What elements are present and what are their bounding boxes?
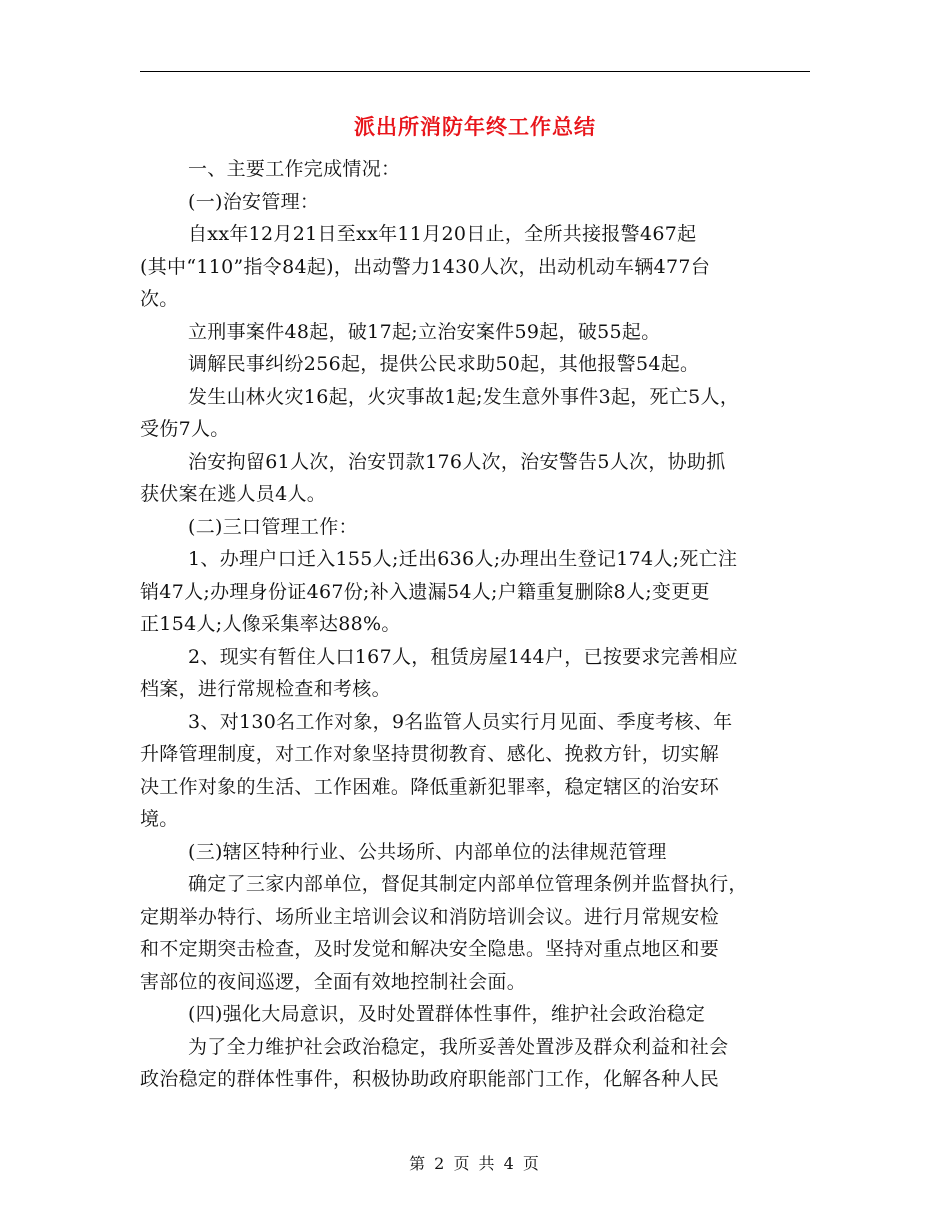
paragraph-line: 和不定期突击检查，及时发觉和解决安全隐患。坚持对重点地区和要 [140,938,720,960]
paragraph-line: 档案，进行常规检查和考核。 [140,678,391,700]
paragraph-line: 治安拘留61人次，治安罚款176人次，治安警告5人次，协助抓 [188,450,726,473]
page-number: 第 2 页 共 4 页 [409,1154,541,1173]
paragraph-line: 正154人;人像采集率达88%。 [140,613,401,635]
document-body [140,153,812,1096]
paragraph-line: 决工作对象的生活、工作困难。降低重新犯罪率，稳定辖区的治安环 [140,775,720,798]
paragraph-line: 定期举办特行、场所业主培训会议和消防培训会议。进行月常规安检 [140,905,720,928]
paragraph-line: 获伏案在逃人员4人。 [140,483,327,505]
paragraph-line: 2、现实有暂住人口167人，租赁房屋144户，已按要求完善相应 [188,645,738,668]
paragraph-line: 为了全力维护社会政治稳定，我所妥善处置涉及群众利益和社会 [188,1035,729,1058]
subsection-heading: (四)强化大局意识，及时处置群体性事件，维护社会政治稳定 [188,1003,706,1025]
paragraph-line: 确定了三家内部单位，督促其制定内部单位管理条例并监督执行， [188,873,748,895]
header-rule [140,71,810,72]
paragraph-line: 发生山林火灾16起，火灾事故1起;发生意外事件3起，死亡5人， [188,385,740,408]
subsection-heading: (二)三口管理工作： [188,515,358,538]
paragraph-line: 自xx年12月21日至xx年11月20日止，全所共接报警467起 [188,223,697,245]
paragraph-line: 次。 [140,288,179,310]
paragraph-line: 政治稳定的群体性事件，积极协助政府职能部门工作，化解各种人民 [140,1068,720,1090]
paragraph-line: 调解民事纠纷256起，提供公民求助50起，其他报警54起。 [188,353,700,375]
subsection-heading: (一)治安管理： [188,190,320,213]
paragraph-line: (其中“110”指令84起)，出动警力1430人次，出动机动车辆477台 [140,255,711,278]
subsection-heading: (三)辖区特种行业、公共场所、内部单位的法律规范管理 [188,840,667,863]
paragraph-line: 1、办理户口迁入155人;迁出636人;办理出生登记174人;死亡注 [188,548,738,570]
paragraph-line: 受伤7人。 [140,418,230,440]
paragraph-line: 3、对130名工作对象，9名监管人员实行月见面、季度考核、年 [188,710,733,733]
paragraph-line: 立刑事案件48起，破17起;立治安案件59起，破55起。 [188,320,661,343]
paragraph-line: 升降管理制度，对工作对象坚持贯彻教育、感化、挽救方针，切实解 [140,743,720,765]
document-title: 派出所消防年终工作总结 [354,114,596,139]
paragraph-line: 害部位的夜间巡逻，全面有效地控制社会面。 [140,970,527,993]
section-heading: 一、主要工作完成情况： [188,158,401,180]
paragraph-line: 销47人;办理身份证467份;补入遗漏54人;户籍重复删除8人;变更更 [140,580,710,603]
paragraph-line: 境。 [140,808,179,830]
